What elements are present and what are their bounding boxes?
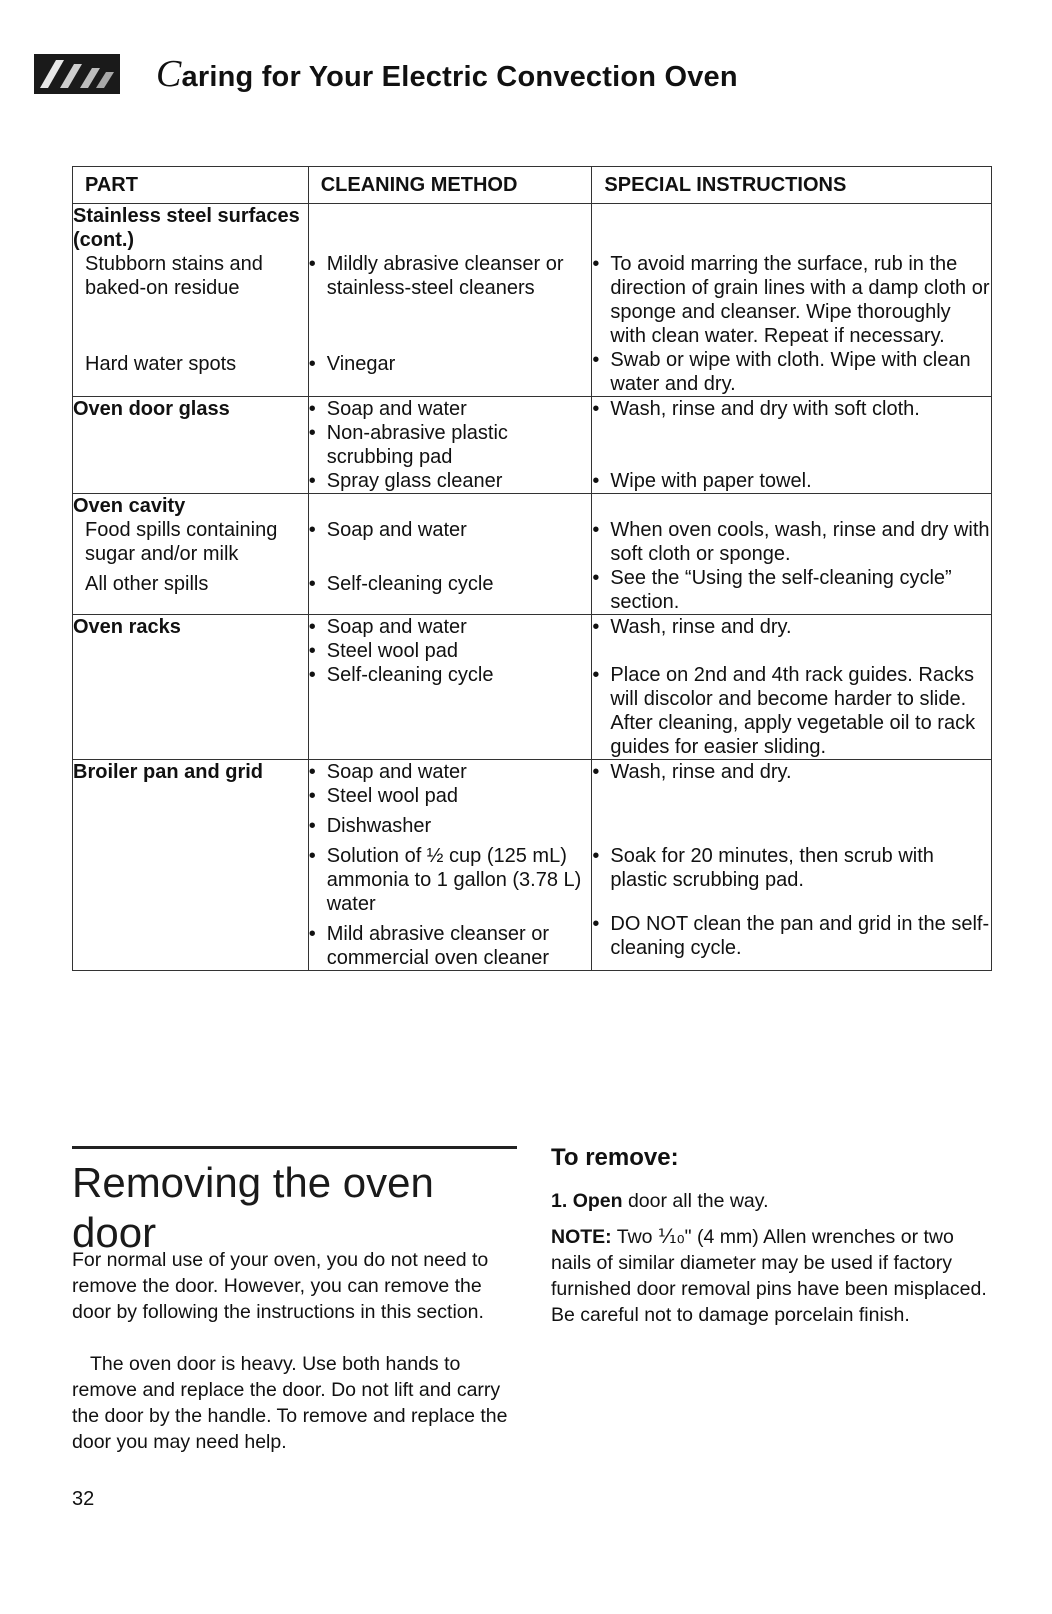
bullet-icon: • (308, 640, 316, 662)
part-name: Broiler pan and grid (73, 761, 264, 783)
method-cell (308, 494, 592, 615)
method-cell (308, 760, 592, 971)
column-header-instructions: SPECIAL INSTRUCTIONS (592, 167, 992, 204)
table-header-row (73, 167, 992, 204)
list-item: • When oven cools, wash, rinse and dry with soft cloth or sponge. (592, 519, 990, 565)
list-item: • Wash, rinse and dry. (592, 616, 792, 638)
part-name: Oven cavity (73, 495, 186, 517)
bullet-icon: • (308, 785, 316, 807)
list-item: • Steel wool pad (308, 785, 458, 807)
page-header (34, 44, 738, 104)
instructions-cell (592, 760, 992, 971)
list-item: • Wash, rinse and dry with soft cloth. (592, 398, 920, 420)
note-label: NOTE: (551, 1226, 612, 1248)
step-action: Open (572, 1190, 623, 1212)
page-number: 32 (72, 1488, 95, 1510)
cleaning-table (72, 166, 992, 971)
list-item: • Self-cleaning cycle (308, 664, 494, 686)
title-initial: C (156, 53, 182, 95)
note-paragraph (551, 1224, 991, 1328)
list-item: • Dishwasher (308, 815, 432, 837)
sub-part-label: All other spills (85, 573, 209, 595)
list-item: • Soap and water (308, 398, 467, 420)
method-cell (308, 204, 592, 397)
bullet-icon: • (592, 470, 600, 492)
method-cell (308, 615, 592, 760)
list-item: • See the “Using the self-cleaning cycle” section. (592, 567, 952, 613)
table-row (73, 397, 992, 494)
bullet-icon: • (592, 567, 600, 589)
list-item: • Wash, rinse and dry. (592, 761, 792, 783)
list-item: • Soap and water (308, 761, 467, 783)
part-name: Oven door glass (73, 398, 230, 420)
bullet-icon: • (592, 398, 600, 420)
bullet-icon: • (592, 349, 600, 371)
list-item: • Spray glass cleaner (308, 470, 503, 492)
bullet-icon: • (308, 815, 316, 837)
bullet-icon: • (308, 398, 316, 420)
table-row (73, 494, 992, 615)
part-cell (73, 494, 309, 615)
sub-part-label: Food spills containing sugar and/or milk (85, 519, 278, 565)
bullet-icon: • (308, 470, 316, 492)
step-number: 1. (551, 1190, 568, 1212)
instructions-cell (592, 204, 992, 397)
sub-part-label: Stubborn stains and baked-on residue (85, 253, 263, 299)
instructions-cell (592, 494, 992, 615)
bullet-icon: • (308, 353, 316, 375)
part-name: Stainless steel surfaces (cont.) (73, 205, 300, 251)
instructions-cell (592, 615, 992, 760)
list-item: • Swab or wipe with cloth. Wipe with clean water and dry. (592, 349, 971, 395)
bullet-icon: • (308, 519, 316, 541)
list-item: • DO NOT clean the pan and grid in the self-cleaning cycle. (592, 913, 990, 959)
body-paragraph: For normal use of your oven, you do not need to remove the door. However, you can remove the door by following the instructions in this section. (72, 1249, 489, 1323)
column-header-part: PART (73, 167, 309, 204)
list-item: • Mildly abrasive cleanser or stainless-steel cleaners (308, 253, 564, 299)
list-item: • Soap and water (308, 616, 467, 638)
step-text: door all the way. (627, 1190, 769, 1212)
list-item: • Self-cleaning cycle (308, 573, 494, 595)
part-cell (73, 615, 309, 760)
instructions-cell (592, 397, 992, 494)
bullet-icon: • (308, 923, 316, 945)
part-cell (73, 204, 309, 397)
bullet-icon: • (308, 845, 316, 867)
bullet-icon: • (308, 573, 316, 595)
bullet-icon: • (308, 761, 316, 783)
list-item: • Non-abrasive plastic scrubbing pad (308, 422, 508, 468)
page-title (156, 52, 738, 96)
bullet-icon: • (308, 253, 316, 275)
list-item: • Soap and water (308, 519, 467, 541)
step-item (551, 1188, 991, 1214)
bullet-icon: • (308, 616, 316, 638)
bullet-icon: • (592, 664, 600, 686)
section-divider (72, 1146, 517, 1149)
section-heading: Removing the oven door (72, 1159, 434, 1256)
list-item: • Vinegar (308, 353, 396, 375)
bullet-icon: • (308, 422, 316, 444)
title-rest: aring for Your Electric Convection Oven (181, 61, 738, 93)
list-item: • Wipe with paper towel. (592, 470, 812, 492)
body-paragraph: The oven door is heavy. Use both hands to remove and replace the door. Do not lift and carry the door by the handle. To remove and replace the door you may need help. (72, 1353, 508, 1453)
table-row (73, 204, 992, 397)
bullet-icon: • (592, 253, 600, 275)
list-item: • To avoid marring the surface, rub in the direction of grain lines with a damp cloth or sponge and cleanser. Wipe thoroughly with clean water. Repeat if necessary. (592, 253, 990, 347)
method-cell (308, 397, 592, 494)
bullet-icon: • (592, 519, 600, 541)
bullet-icon: • (592, 761, 600, 783)
part-cell (73, 760, 309, 971)
list-item: • Mild abrasive cleanser or commercial oven cleaner (308, 923, 550, 969)
list-item: • Steel wool pad (308, 640, 458, 662)
table-row (73, 615, 992, 760)
list-item: • Solution of ½ cup (125 mL) ammonia to 1 gallon (3.78 L) water (308, 845, 582, 915)
sub-part-label: Hard water spots (85, 353, 237, 375)
subsection-heading: To remove: (551, 1144, 679, 1171)
list-item: • Place on 2nd and 4th rack guides. Racks will discolor and become harder to slide. After cleaning, apply vegetable oil to rack guides for easier sliding. (592, 664, 976, 758)
bullet-icon: • (308, 664, 316, 686)
bullet-icon: • (592, 616, 600, 638)
bullet-icon: • (592, 845, 600, 867)
note-text: Two ⅒" (4 mm) Allen wrenches or two nails of similar diameter may be used if factory furnished door removal pins have been misplaced. Be careful not to damage porcelain finish. (551, 1226, 987, 1326)
list-item: • Soak for 20 minutes, then scrub with plastic scrubbing pad. (592, 845, 934, 891)
table-row (73, 760, 992, 971)
column-header-method: CLEANING METHOD (308, 167, 592, 204)
brand-logo-icon (34, 54, 120, 94)
bullet-icon: • (592, 913, 600, 935)
part-name: Oven racks (73, 616, 181, 638)
part-cell (73, 397, 309, 494)
